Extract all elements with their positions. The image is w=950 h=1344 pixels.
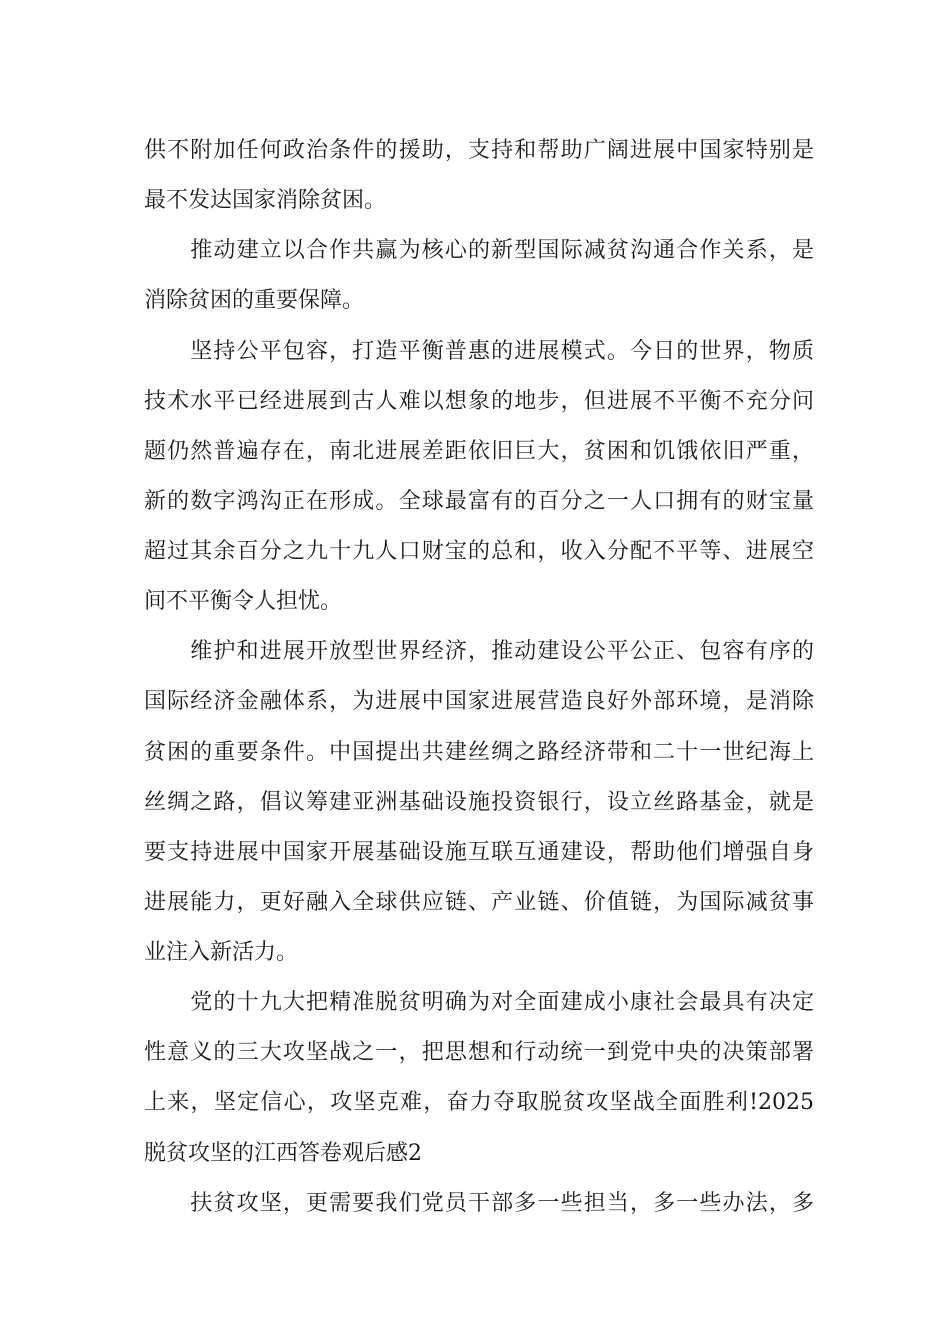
text-line: 推动建立以合作共赢为核心的新型国际减贫沟通合作关系，是 (144, 238, 814, 263)
text-line: 最不发达国家消除贫困。 (144, 188, 387, 213)
text-line: 间不平衡令人担忧。 (144, 589, 343, 614)
text-line: 丝绸之路，倡议筹建亚洲基础设施投资银行，设立丝路基金，就是 (144, 790, 814, 815)
text-line: 新的数字鸿沟正在形成。全球最富有的百分之一人口拥有的财宝量 (144, 489, 814, 514)
text-line: 维护和进展开放型世界经济，推动建设公平公正、包容有序的 (144, 639, 814, 664)
text-line: 进展能力，更好融入全球供应链、产业链、价值链，为国际减贫事 (144, 890, 814, 915)
text-line: 超过其余百分之九十九人口财宝的总和，收入分配不平等、进展空 (144, 539, 814, 564)
text-line: 供不附加任何政治条件的援助，支持和帮助广阔进展中国家特别是 (144, 138, 814, 163)
text-line: 消除贫困的重要保障。 (144, 288, 365, 313)
text-line: 脱贫攻坚的江西答卷观后感2 (144, 1141, 422, 1166)
text-line: 扶贫攻坚，更需要我们党员干部多一些担当，多一些办法，多 (144, 1191, 814, 1216)
text-line: 业注入新活力。 (144, 940, 299, 965)
text-line: 国际经济金融体系，为进展中国家进展营造良好外部环境，是消除 (144, 689, 814, 714)
text-line: 技术水平已经进展到古人难以想象的地步，但进展不平衡不充分问 (144, 389, 814, 414)
text-line: 党的十九大把精准脱贫明确为对全面建成小康社会最具有决定 (144, 990, 814, 1015)
text-line: 坚持公平包容，打造平衡普惠的进展模式。今日的世界，物质 (144, 339, 814, 364)
text-line: 性意义的三大攻坚战之一，把思想和行动统一到党中央的决策部署 (144, 1040, 814, 1065)
text-line: 题仍然普遍存在，南北进展差距依旧巨大，贫困和饥饿依旧严重， (144, 439, 814, 464)
text-line: 要支持进展中国家开展基础设施互联互通建设，帮助他们增强自身 (144, 840, 814, 865)
text-line: 贫困的重要条件。中国提出共建丝绸之路经济带和二十一世纪海上 (144, 740, 814, 765)
text-line: 上来，坚定信心，攻坚克难，奋力夺取脱贫攻坚战全面胜利!2025 (144, 1090, 814, 1115)
